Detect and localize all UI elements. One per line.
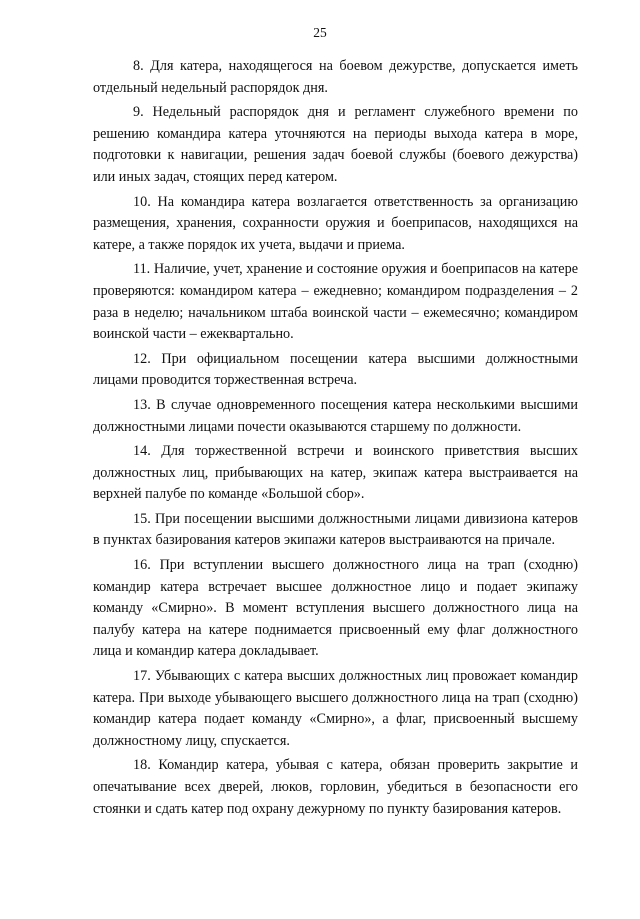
paragraph-8: 8. Для катера, находящегося на боевом дежурстве, допускается иметь отдельный недельный распорядок дня. (93, 58, 578, 96)
paragraph-11: 11. Наличие, учет, хранение и состояние оружия и боеприпасов на катере проверяются: командиром катера – ежедневно; командиром подразделения – 2 раза в неделю; начальником штаба воинской части – ежемесячно; командиром воинской части – ежеквартально. (93, 261, 578, 343)
paragraph-12: 12. При официальном посещении катера высшими должностными лицами проводится торжественная встреча. (93, 350, 578, 389)
paragraph-9: 9. Недельный распорядок дня и регламент служебного времени по решению командира катера уточняются на периоды выхода катера в море, подготовки к навигации, решения задач боевой службы (боевого дежурства) или иных задач, стоящих перед катером. (93, 104, 578, 185)
page-number: 25 (313, 25, 327, 40)
paragraph-18: 18. Командир катера, убывая с катера, обязан проверить закрытие и опечатывание всех дверей, люков, горловин, убедиться в безопасности его стоянки и сдать катер под охрану дежурному по пункту базирования катеров. (93, 757, 578, 817)
paragraph-17: 17. Убывающих с катера высших должностных лиц провожает командир катера. При выходе убывающего высшего должностного лица на трап (сходню) командир катера подает команду «Смирно», а флаг, присвоенный высшему должностному лицу, спускается. (93, 668, 578, 749)
paragraph-14: 14. Для торжественной встречи и воинского приветствия высших должностных лиц, прибывающих на катер, экипаж катера выстраивается на верхней палубе по команде «Большой сбор». (93, 443, 578, 503)
paragraph-10: 10. На командира катера возлагается ответственность за организацию размещения, хранения, сохранности оружия и боеприпасов, находящихся на катере, а также порядок их учета, выдачи и приема. (93, 193, 578, 253)
paragraph-15: 15. При посещении высшими должностными лицами дивизиона катеров в пунктах базирования катеров экипажи катеров выстраиваются на причале. (93, 510, 578, 549)
document-body (93, 56, 578, 823)
paragraph-13: 13. В случае одновременного посещения катера несколькими высшими должностными лицами почести оказываются старшему по должности. (93, 396, 578, 435)
paragraph-16: 16. При вступлении высшего должностного лица на трап (сходню) командир катера встречает высшее должностное лицо и подает экипажу команду «Смирно». В момент вступления высшего должностного лица на палубу катера на катере поднимается присвоенный ему флаг должностного лица и командир катера докладывает. (93, 557, 578, 660)
